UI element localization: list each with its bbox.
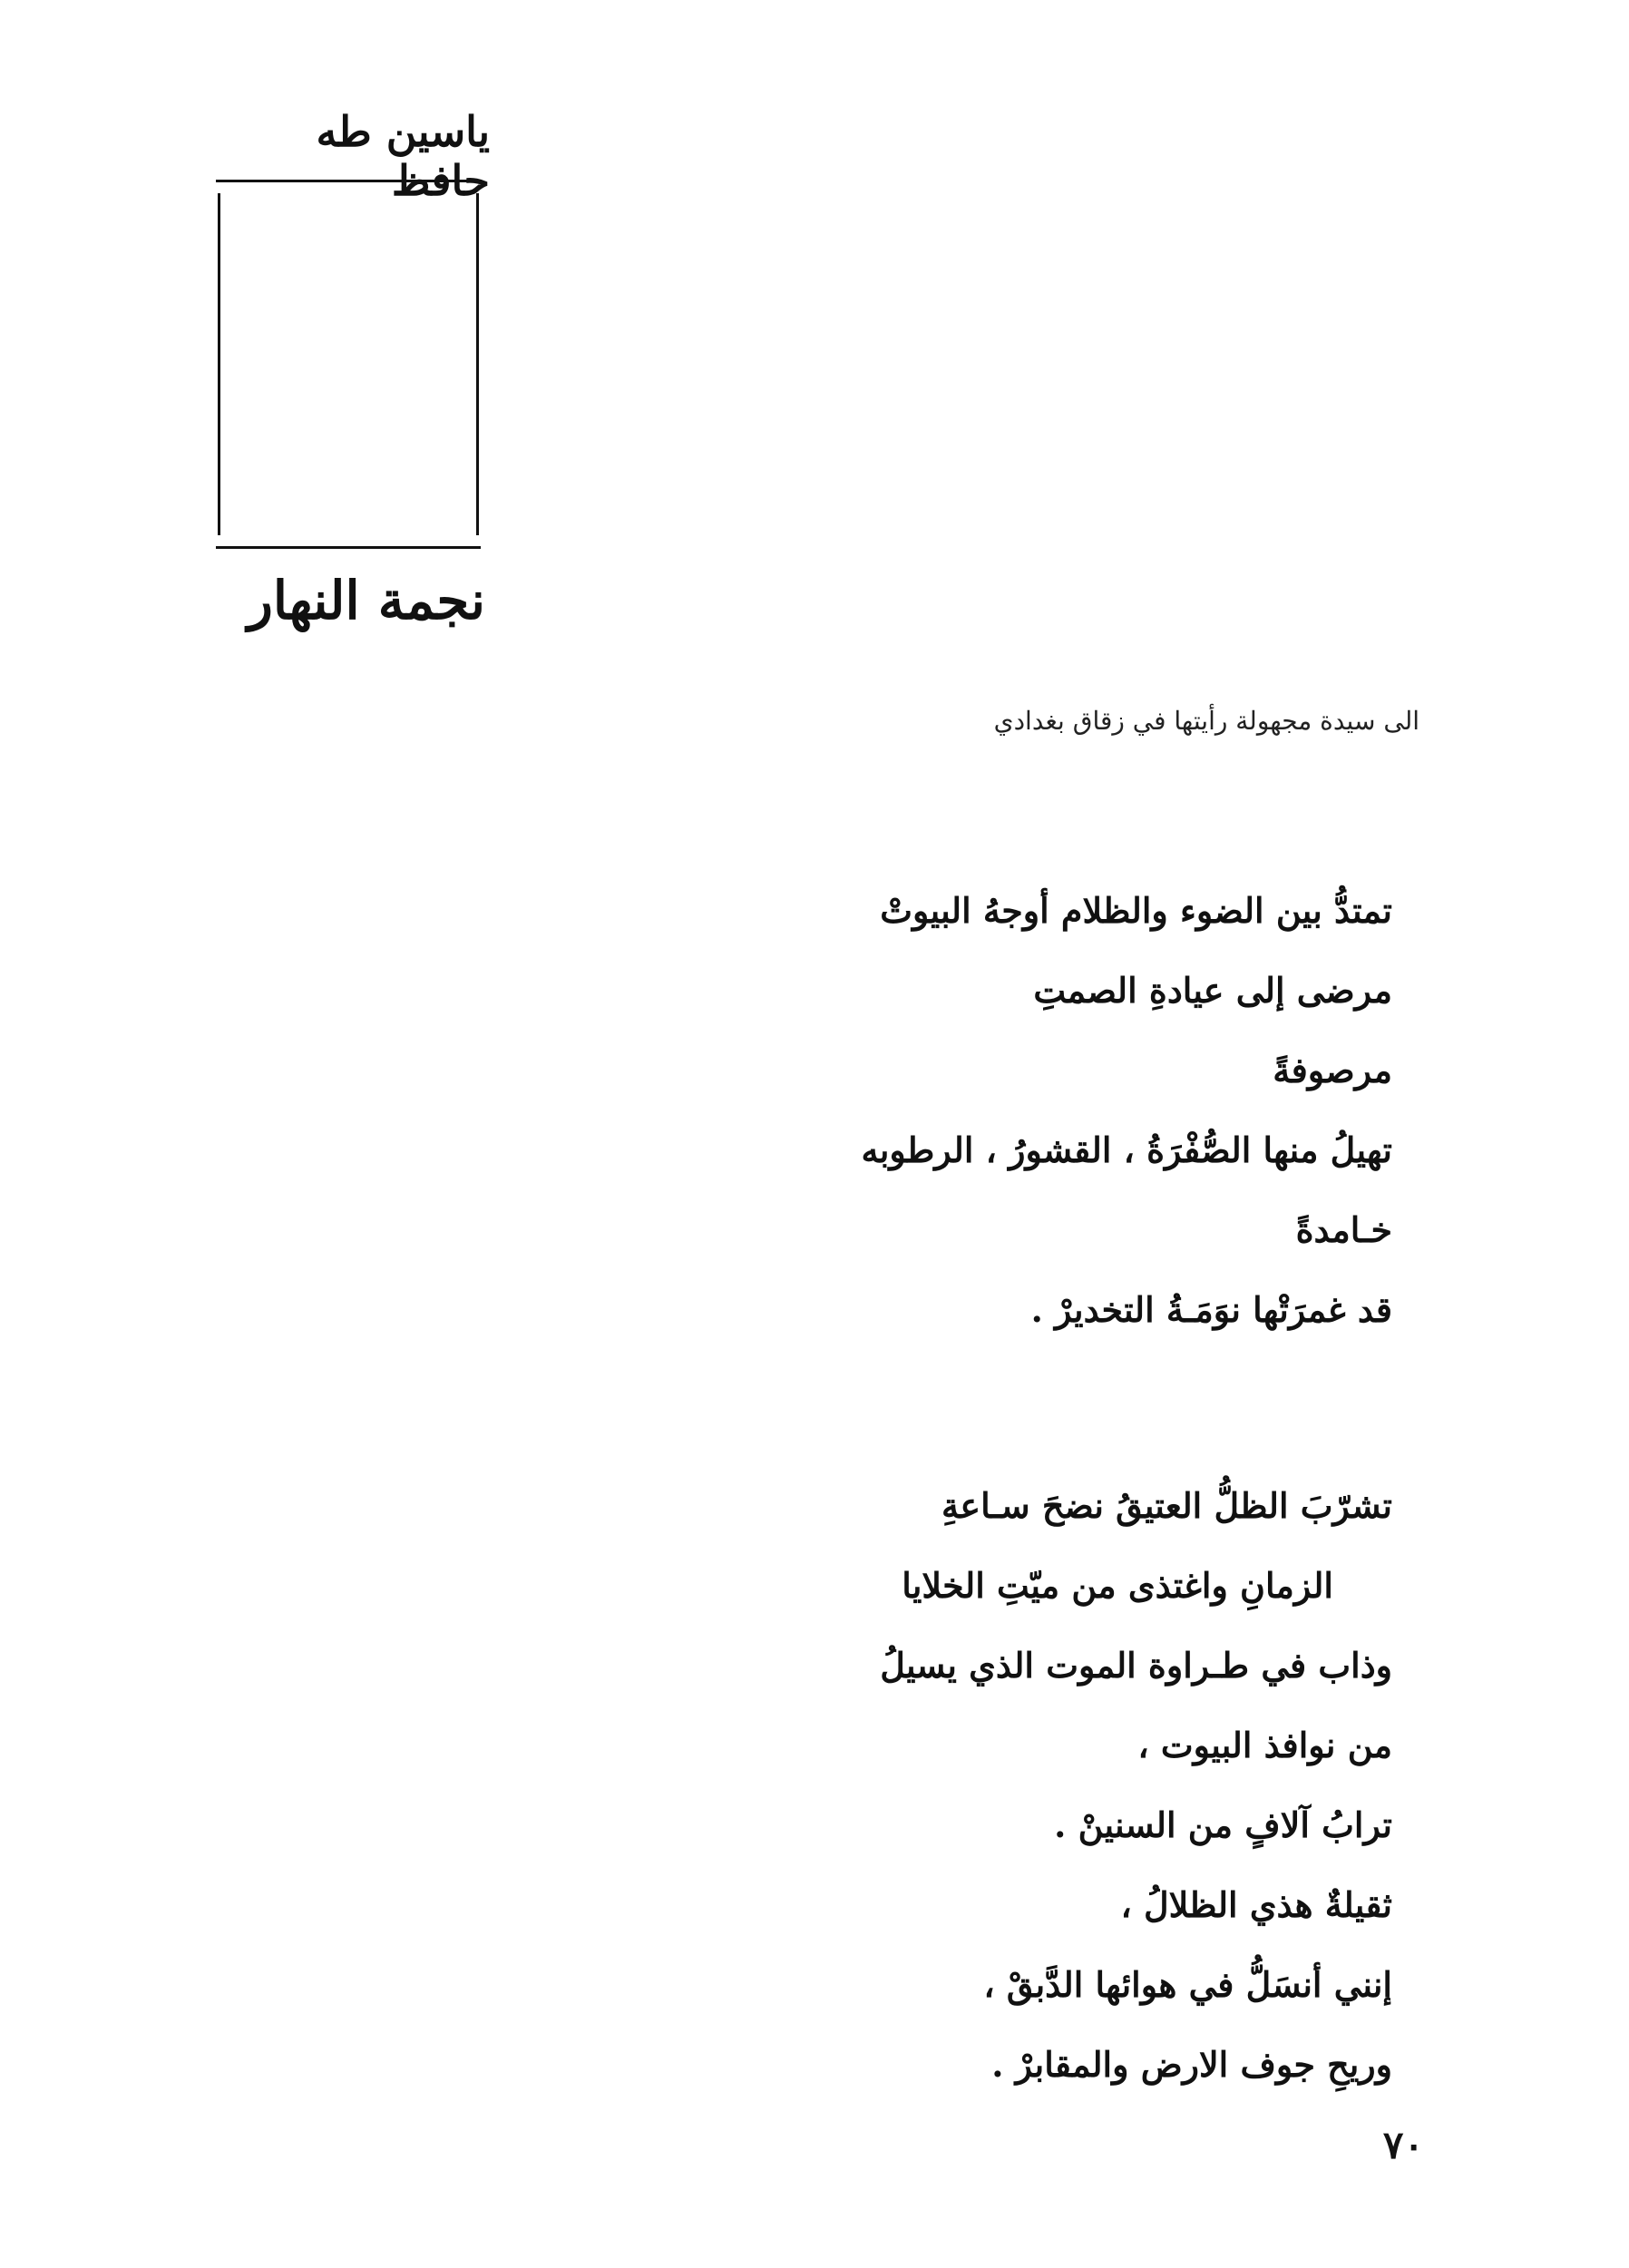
stanza-2 <box>544 1466 1392 2105</box>
poem-line: من نوافذ البيوت ، <box>1137 1725 1392 1765</box>
stanza-break <box>544 1350 1392 1466</box>
poem-line: تهيلُ منها الصُّفْرَةُ ، القشورُ ، الرطوبه <box>861 1129 1392 1170</box>
poem-line: تمتدُّ بين الضوء والظلام أوجهُ البيوتْ <box>880 890 1392 931</box>
poem-line: وذاب في طـراوة الموت الذي يسيلُ <box>880 1645 1392 1686</box>
dedication: الى سيدة مجهولة رأيتها في زقاق بغدادي <box>993 706 1419 736</box>
photo-placeholder <box>218 193 479 535</box>
poem-line: تشرّبَ الظلُّ العتيقُ نضحَ سـاعةِ <box>941 1485 1392 1526</box>
poem-line: وريحِ جوف الارض والمقابرْ . <box>991 2044 1392 2085</box>
poem-line: الزمانِ واغتذى من ميّتِ الخلايا <box>902 1565 1333 1606</box>
poem-line: مرضى إلى عيادةِ الصمتِ <box>1033 970 1392 1011</box>
poem-line: ترابُ آلافٍ من السنينْ . <box>1054 1804 1392 1845</box>
stanza-1 <box>544 871 1392 1350</box>
author-photo-frame <box>216 180 481 549</box>
poem-line: مرصوفةً <box>1273 1050 1392 1090</box>
page-number: ٧٠ <box>1382 2123 1424 2167</box>
poem-title: نجمة النهار <box>247 570 485 631</box>
poem-body <box>544 871 1392 2105</box>
author-name: ياسين طه حافظ <box>316 107 490 205</box>
poem-line: ثقيلةٌ هذي الظلالُ ، <box>1120 1884 1392 1925</box>
poem-line: إنني أنسَلُّ في هوائها الدَّبقْ ، <box>983 1964 1392 2005</box>
poem-line: قد غمرَتْها نوَمَـةُ التخديرْ . <box>1030 1289 1392 1330</box>
poem-line: خـامدةً <box>1295 1209 1392 1250</box>
